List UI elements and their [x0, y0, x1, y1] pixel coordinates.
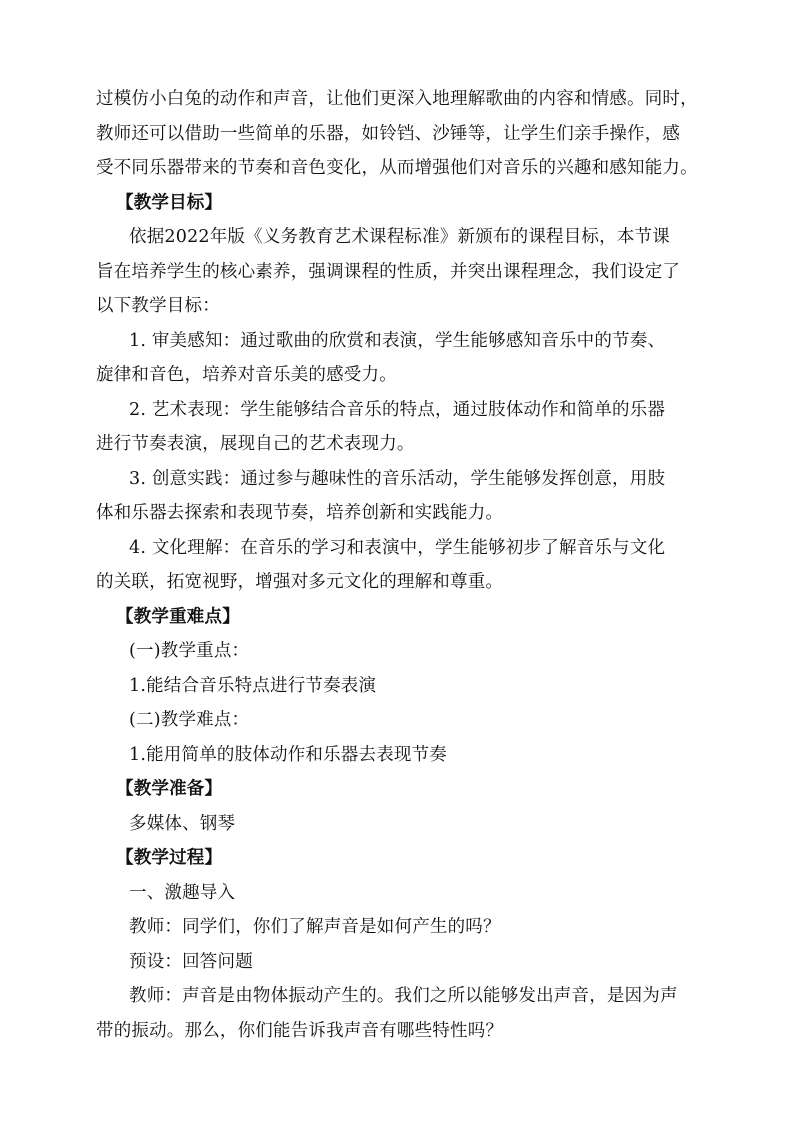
paragraph-line: 教师还可以借助一些简单的乐器，如铃铛、沙锤等，让学生们亲手操作，感 [96, 124, 681, 144]
list-item: 4. 文化理解：在音乐的学习和表演中，学生能够初步了解音乐与文化 [129, 538, 666, 558]
subheading: (一)教学重点： [129, 641, 250, 661]
section-heading-process: 【教学过程】 [116, 848, 223, 868]
paragraph-line: 带的振动。那么，你们能告诉我声音有哪些特性吗？ [96, 1021, 504, 1041]
section-heading-key-points: 【教学重难点】 [116, 607, 240, 627]
list-item: 1. 审美感知：通过歌曲的欣赏和表演，学生能够感知音乐中的节奏、 [129, 331, 666, 351]
list-item: 1.能结合音乐特点进行节奏表演 [129, 676, 377, 696]
paragraph-line: 旋律和音色，培养对音乐美的感受力。 [96, 365, 397, 385]
paragraph-line: 旨在培养学生的核心素养，强调课程的性质，并突出课程理念，我们设定了 [96, 262, 681, 282]
paragraph-line: 的关联，拓宽视野，增强对多元文化的理解和尊重。 [96, 572, 504, 592]
paragraph-line: 依据2022年版《义务教育艺术课程标准》新颁布的课程目标，本节课 [129, 227, 670, 247]
subheading: (二)教学难点： [129, 710, 250, 730]
paragraph-line: 受不同乐器带来的节奏和音色变化，从而增强他们对音乐的兴趣和感知能力。 [96, 158, 698, 178]
paragraph-line: 教师：同学们，你们了解声音是如何产生的吗？ [129, 917, 501, 937]
paragraph-line: 进行节奏表演，展现自己的艺术表现力。 [96, 434, 415, 454]
section-heading-preparation: 【教学准备】 [116, 779, 223, 799]
paragraph-line: 过模仿小白兔的动作和声音，让他们更深入地理解歌曲的内容和情感。同时， [96, 89, 698, 109]
list-item: 2. 艺术表现：学生能够结合音乐的特点，通过肢体动作和简单的乐器 [129, 400, 666, 420]
paragraph-line: 体和乐器去探索和表现节奏，培养创新和实践能力。 [96, 503, 504, 523]
list-item: 1.能用简单的肢体动作和乐器去表现节奏 [129, 745, 447, 765]
subheading: 一、激趣导入 [129, 883, 236, 903]
paragraph-line: 教师：声音是由物体振动产生的。我们之所以能够发出声音，是因为声 [129, 986, 678, 1006]
paragraph-line: 以下教学目标： [96, 296, 220, 316]
paragraph-line: 多媒体、钢琴 [129, 814, 236, 834]
section-heading-objectives: 【教学目标】 [116, 193, 223, 213]
paragraph-line: 预设：回答问题 [129, 952, 253, 972]
list-item: 3. 创意实践：通过参与趣味性的音乐活动，学生能够发挥创意，用肢 [129, 469, 666, 489]
